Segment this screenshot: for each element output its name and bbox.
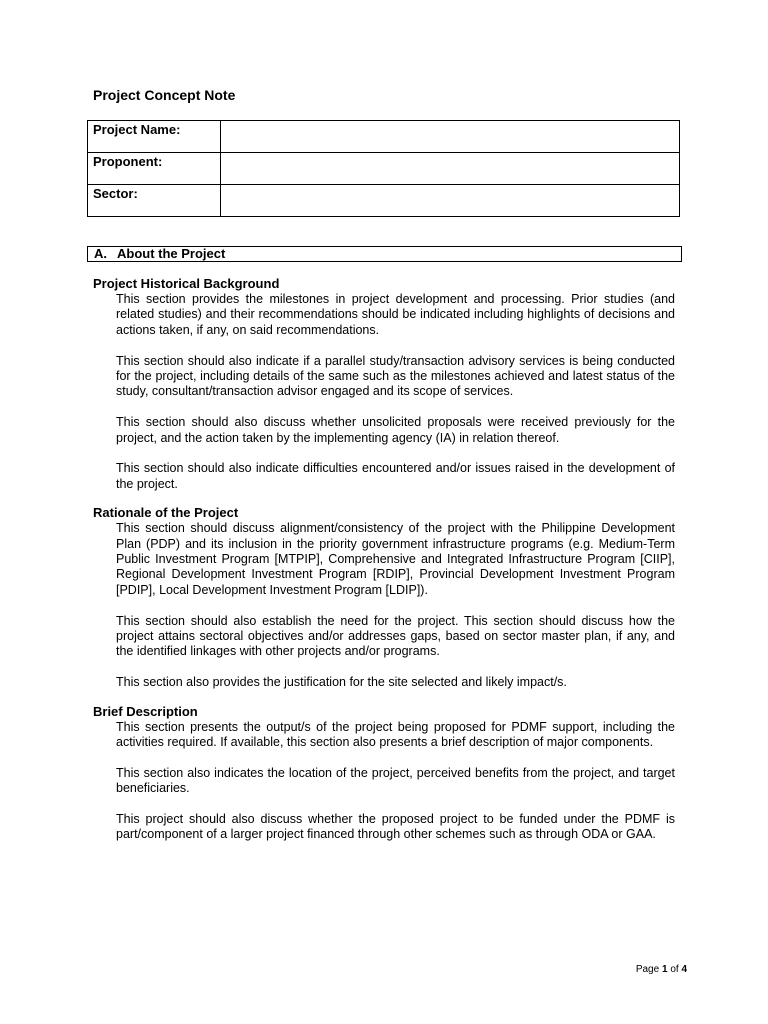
project-name-label: Project Name:	[88, 121, 221, 153]
paragraph: This section should discuss alignment/consistency of the project with the Philippine Development Plan (PDP) and its inclusion in the priority government infrastructure programs (e.g. Medium-Term Public Investment Program [MTPIP], Comprehensive and Integrated Infrastructure Program [CIIP], Regional Development Investment Program [RDIP], Provincial Development Investment Program [PDIP], Local Development Investment Program [LDIP]).	[116, 521, 675, 597]
paragraph: This section should also establish the need for the project. This section should discuss how the project attains sectoral objectives and/or addresses gaps, based on sector master plan, if any, and the identified linkages with other projects and/or programs.	[116, 613, 675, 659]
paragraph: This section provides the milestones in project development and processing. Prior studies (and related studies) and their recommendations should be indicated including highlights of decisions and actions taken, if any, on said recommendations.	[116, 292, 675, 337]
paragraph: This section should also indicate if a parallel study/transaction advisory services is being conducted for the project, including details of the same such as the milestones achieved and latest status of the study, consultant/transaction advisor engaged and its scope of services.	[116, 353, 675, 399]
paragraph: This section also indicates the location of the project, perceived benefits from the project, and target beneficiaries.	[116, 765, 675, 796]
of-word: of	[670, 964, 679, 975]
page-title: Project Concept Note	[93, 87, 236, 103]
proponent-label: Proponent:	[88, 153, 221, 185]
subsection-heading: Rationale of the Project	[93, 505, 239, 521]
table-row	[88, 121, 680, 153]
sector-label: Sector:	[88, 185, 221, 217]
sector-value	[221, 185, 680, 217]
project-name-value	[221, 121, 680, 153]
page-number	[636, 964, 687, 975]
paragraph: This project should also discuss whether the proposed project to be funded under the PDMF is part/component of a larger project financed through other schemes such as through ODA or GAA.	[116, 812, 675, 842]
section-letter: A.	[94, 246, 107, 261]
page-word: Page	[635, 964, 660, 975]
subsection-heading: Project Historical Background	[93, 276, 280, 291]
section-header	[87, 246, 682, 262]
section-title: About the Project	[117, 246, 226, 261]
project-info-table	[87, 120, 680, 217]
document-body	[93, 276, 675, 856]
paragraph: This section should also indicate difficulties encountered and/or issues raised in the development of the project.	[116, 461, 675, 491]
subsection-heading: Brief Description	[93, 703, 198, 719]
current-page: 1	[661, 964, 668, 975]
total-pages: 4	[681, 964, 687, 975]
proponent-value	[221, 153, 680, 185]
table-row	[88, 153, 680, 185]
paragraph: This section should also discuss whether unsolicited proposals were received previously for the project, and the action taken by the implementing agency (IA) in relation thereof.	[116, 415, 675, 445]
table-row	[88, 185, 680, 217]
paragraph: This section presents the output/s of the project being proposed for PDMF support, including the activities required. If available, this section also presents a brief description of major components.	[116, 719, 675, 750]
paragraph: This section also provides the justification for the site selected and likely impact/s.	[116, 675, 567, 690]
